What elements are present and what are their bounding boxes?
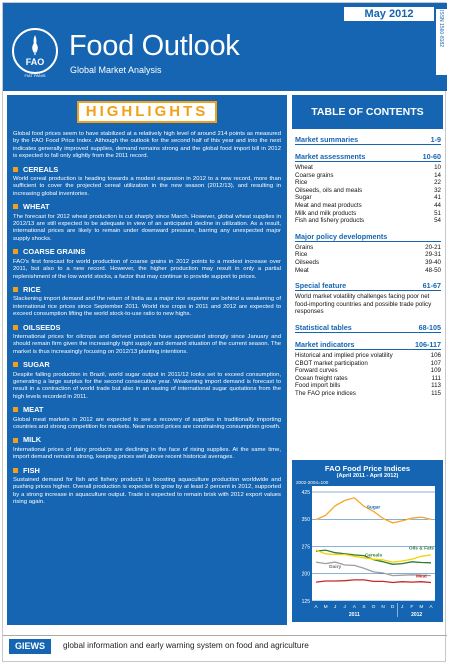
toc-entry[interactable] — [295, 202, 441, 210]
section-text: FAO's first forecast for world production of coarse grains in 2012 points to a modest increase over 2011, but also to a new record. However, the higher production may result in only a partial replenishment of the low world stocks, a factor that may continue to provide support to prices. — [13, 258, 281, 280]
x-tick-label: D — [390, 605, 395, 610]
bullet-square-icon — [13, 204, 18, 209]
toc-entry-label: Food import bills — [295, 382, 341, 390]
toc-entry-page: 39-40 — [425, 258, 441, 266]
toc-group-heading[interactable] — [295, 152, 441, 162]
footer — [3, 635, 447, 657]
section-title: CEREALS — [23, 164, 59, 174]
toc-entry[interactable] — [295, 251, 441, 259]
x-tick-label: A — [314, 605, 318, 610]
bullet-square-icon — [13, 249, 18, 254]
section-heading — [13, 406, 281, 413]
bullet-square-icon — [13, 468, 18, 473]
x-tick-label: M — [323, 605, 328, 610]
section-title: FISH — [23, 465, 40, 475]
toc-entry[interactable] — [295, 172, 441, 180]
footer-tagline: global information and early warning system on food and agriculture — [63, 641, 309, 650]
toc-entry-page: 106 — [430, 351, 441, 359]
x-tick-label: J — [343, 605, 346, 610]
toc-entry-label: Forward curves — [295, 367, 338, 375]
toc-entry[interactable] — [295, 382, 441, 390]
section-title: MEAT — [23, 405, 44, 415]
toc-entry-label: Grains — [295, 243, 314, 251]
toc-feature-text: World market volatility challenges facing poor net food-importing countries and possible trade policy responses — [295, 293, 432, 316]
y-tick-label: 350 — [301, 517, 310, 524]
toc-entry-page: 113 — [431, 382, 441, 390]
toc-group-heading[interactable] — [295, 135, 441, 145]
toc-group-title: Major policy developments — [295, 231, 388, 241]
toc-entry-label: Oilseeds, oils and meals — [295, 186, 363, 194]
toc-entry-label: Sugar — [295, 194, 312, 202]
highlights-intro: Global food prices seem to have stabilized at a relatively high level of around 214 points as measured by the FAO Food Price Index. Although the outlook for the second half of this year and into the next indicates generally improved supplies, demand remains strong and the global food import bill in 2012 is expected to fall only slightly from the 2011 record. — [13, 131, 281, 160]
logo-motto: FIAT PANIS — [24, 73, 46, 78]
section-heading — [13, 248, 281, 255]
toc-group-title: Market summaries — [295, 135, 359, 144]
x-tick-label: J — [401, 605, 404, 610]
section-heading — [13, 203, 281, 210]
section-text: Global meat markets in 2012 are expected to see a recovery of supplies in traditionally importing countries and strong competition for markets. Near record prices are constraining consumption growth. — [13, 416, 281, 430]
x-tick-label: O — [371, 605, 376, 610]
toc-entry-label: Oilseeds — [295, 258, 320, 266]
toc-group-title: Market indicators — [295, 339, 355, 349]
toc-entry[interactable] — [295, 210, 441, 218]
series-label: Sugar — [366, 505, 381, 511]
toc-group-heading[interactable] — [295, 340, 441, 350]
highlights-panel — [7, 95, 287, 625]
issn-text: ISSN 1560-8182 — [438, 10, 444, 47]
section-text: The forecast for 2012 wheat production is cut sharply since March. However, global wheat supplies in 2012/13 are still expected to be adequate in view of an anticipated decline in utilization. As a result, international prices are likely to remain under downward pressure, barring any unexpected major supply shocks. — [13, 213, 281, 242]
toc-entry[interactable] — [295, 194, 441, 202]
toc-entry-label: Milk and milk products — [295, 209, 357, 217]
table-of-contents — [295, 135, 441, 397]
toc-entry[interactable] — [295, 367, 441, 375]
index-base-label: 2002-2004=100 — [296, 480, 329, 485]
section-heading — [13, 166, 281, 173]
section-title: MILK — [23, 435, 42, 445]
section-text: World cereal production is heading towards a modest expansion in 2012 to a new record, more than sufficient to cover the projected cereal utilization in the new season (2012/13), and resulting in increasing global inventories. — [13, 176, 281, 197]
series-label: Cereals — [364, 553, 383, 559]
chart-title: FAO Food Price Indices — [324, 464, 411, 473]
fao-logo-icon — [10, 25, 60, 79]
toc-group-pages: 68-105 — [418, 322, 441, 332]
issue-date-badge — [343, 6, 435, 22]
section-heading — [13, 361, 281, 368]
giews-logo: GIEWS — [9, 639, 51, 654]
section-heading — [13, 467, 281, 474]
series-label: Meat — [415, 574, 427, 580]
toc-entry-page: 107 — [430, 359, 441, 367]
toc-entry[interactable] — [295, 375, 441, 383]
toc-entry[interactable] — [295, 217, 441, 225]
toc-entry[interactable] — [295, 187, 441, 195]
chart-plot — [292, 460, 443, 622]
toc-entry[interactable] — [295, 259, 441, 267]
bullet-square-icon — [13, 167, 18, 172]
toc-entry-page: 109 — [430, 367, 441, 375]
y-tick-label: 425 — [301, 489, 310, 496]
highlights-banner — [7, 101, 287, 123]
series-label: Dairy — [329, 565, 342, 571]
toc-entry-page: 111 — [431, 374, 441, 382]
bullet-square-icon — [13, 287, 18, 292]
toc-entry-page: 22 — [434, 179, 441, 187]
section-text: Sustained demand for fish and fishery products is boosting aquaculture production worldwide and pushing prices higher. Overall production is expected to grow by at least 2 percent in 2012, supported by a strong increase in aquaculture output. Trade is expected to remain brisk with 2012 export values rising again. — [13, 477, 281, 506]
publication-subtitle: Global Market Analysis — [70, 65, 162, 75]
plot-area — [312, 486, 435, 601]
toc-group-pages: 106-117 — [415, 339, 441, 349]
year-label: 2011 — [348, 612, 360, 618]
x-tick-label: A — [352, 605, 356, 610]
series-label: Oils & Fats — [408, 546, 434, 552]
toc-entry-label: The FAO price indices — [295, 389, 356, 397]
toc-group-heading[interactable] — [295, 323, 441, 333]
highlights-content — [13, 131, 281, 511]
section-heading — [13, 286, 281, 293]
toc-entry-page: 20-21 — [425, 243, 441, 251]
toc-entry-page: 29-31 — [425, 251, 441, 259]
highlights-heading: HIGHLIGHTS — [85, 103, 209, 120]
toc-entry[interactable] — [295, 244, 441, 252]
toc-entry-label: Fish and fishery products — [295, 217, 365, 225]
section-heading — [13, 436, 281, 443]
masthead — [3, 3, 447, 91]
section-title: SUGAR — [23, 360, 50, 370]
toc-entry-label: Rice — [295, 251, 308, 259]
toc-entry-page: 115 — [431, 389, 441, 397]
toc-entry-label: Rice — [295, 179, 308, 187]
highlights-sections — [13, 166, 281, 507]
toc-entry-label: Historical and implied price volatility — [295, 351, 393, 359]
toc-entry-page: 54 — [434, 217, 441, 225]
chart-subtitle: (April 2011 - April 2012) — [336, 473, 399, 479]
toc-entry-page: 44 — [434, 201, 441, 209]
section-text: International prices for oilcrops and derived products have appreciated strongly since January and should remain firm given the increasingly tight supply and demand situation of the current season. The market is thus increasingly focusing on 2012/13 planting intentions. — [13, 333, 281, 355]
toc-entry-label: Ocean freight rates — [295, 374, 348, 382]
bullet-square-icon — [13, 438, 18, 443]
x-tick-label: M — [419, 605, 424, 610]
issn-strip — [436, 9, 447, 75]
publication-title: Food Outlook — [69, 30, 240, 62]
toc-entry-label: Wheat — [295, 164, 313, 171]
section-title: COARSE GRAINS — [23, 247, 86, 257]
section-title: OILSEEDS — [23, 322, 61, 332]
y-tick-label: 200 — [301, 571, 310, 578]
toc-entry-page: 32 — [434, 186, 441, 194]
section-text: Slackening import demand and the return of India as a major rice exporter are behind a weakening of international rice prices since September 2011. World rice crops in 2011 and 2012 are expected to exceed consumption lifting the world stock-to-use ratio to new highs. — [13, 296, 281, 318]
year-label: 2012 — [411, 612, 423, 618]
toc-entry-page: 14 — [434, 171, 441, 179]
toc-entry[interactable] — [295, 360, 441, 368]
toc-entry[interactable] — [295, 179, 441, 187]
toc-entry[interactable] — [295, 352, 441, 360]
toc-group-title: Statistical tables — [295, 322, 352, 332]
logo-text: FAO — [25, 57, 45, 67]
toc-group-heading[interactable] — [295, 281, 441, 291]
bullet-square-icon — [13, 407, 18, 412]
section-text: Despite falling production in Brazil, world sugar output in 2011/12 looks set to exceed consumption, generating a large surplus for the second consecutive year. Weakening import demand is forecast to result in a contraction of world trade but also in an easing of international sugar quotations from the high levels recorded in 2011. — [13, 371, 281, 400]
toc-entry-label: Coarse grains — [295, 171, 334, 179]
bullet-square-icon — [13, 362, 18, 367]
toc-group-heading[interactable] — [295, 232, 441, 242]
toc-entry-label: Meat — [295, 266, 309, 274]
toc-entry-label: Meat and meat products — [295, 201, 362, 209]
document-page — [2, 2, 446, 662]
toc-entry[interactable] — [295, 164, 441, 172]
x-tick-label: J — [333, 605, 337, 610]
bullet-square-icon — [13, 325, 18, 330]
toc-group-pages: 61-67 — [422, 281, 441, 291]
toc-heading: TABLE OF CONTENTS — [292, 95, 443, 129]
highlights-heading-box — [77, 101, 217, 123]
toc-entry-page: 48-50 — [425, 266, 441, 274]
section-title: WHEAT — [23, 202, 50, 212]
section-title: RICE — [23, 284, 41, 294]
section-text: International prices of dairy products are declining in the face of rising supplies. At the same time, import demand remains strong, keeping prices well above recent historical averages. — [13, 446, 281, 461]
x-tick-label: A — [429, 605, 433, 610]
toc-group-pages: 1-9 — [430, 135, 441, 144]
toc-entry-page: 41 — [434, 194, 441, 202]
section-heading — [13, 324, 281, 331]
toc-entry-label: CBOT market participation — [295, 359, 368, 367]
x-tick-label: S — [362, 605, 366, 610]
y-tick-label: 125 — [301, 598, 310, 605]
toc-entry-page: 10 — [434, 164, 441, 171]
toc-group-title: Special feature — [295, 281, 347, 291]
x-tick-label: N — [381, 605, 385, 610]
y-tick-label: 275 — [301, 544, 310, 551]
toc-entry[interactable] — [295, 390, 441, 398]
toc-entry[interactable] — [295, 267, 441, 275]
issue-date: May 2012 — [364, 8, 414, 20]
toc-group-title: Market assessments — [295, 152, 366, 161]
toc-entry-page: 51 — [434, 209, 441, 217]
price-index-chart — [292, 460, 443, 622]
x-tick-label: F — [410, 605, 414, 610]
toc-group-pages: 10-60 — [422, 152, 441, 161]
